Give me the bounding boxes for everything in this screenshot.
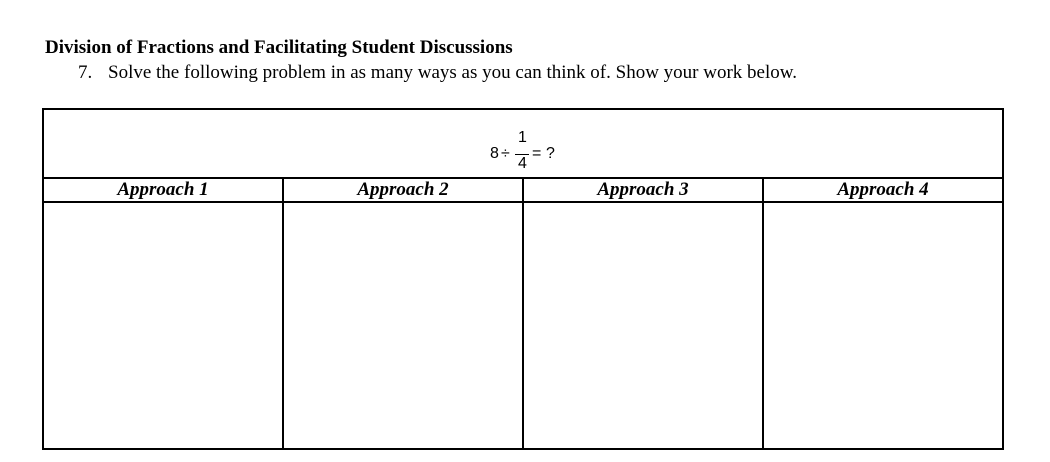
division-equation bbox=[490, 129, 580, 177]
approach-1-work-area[interactable] bbox=[44, 203, 282, 448]
fraction-denominator: 4 bbox=[518, 155, 527, 172]
approach-4-work-area[interactable] bbox=[762, 203, 1002, 448]
dividend: 8 bbox=[490, 145, 499, 162]
approach-2-header: Approach 2 bbox=[282, 179, 522, 201]
work-table bbox=[42, 108, 1004, 450]
approach-3-header: Approach 3 bbox=[522, 179, 762, 201]
question-text: Solve the following problem in as many ways as you can think of. Show your work below. bbox=[108, 62, 798, 83]
fraction-numerator: 1 bbox=[518, 129, 527, 146]
section-heading: Division of Fractions and Facilitating Student Discussions bbox=[45, 37, 513, 58]
approach-1-header: Approach 1 bbox=[117, 179, 209, 200]
approach-header-row bbox=[44, 177, 1002, 203]
question-number: 7. bbox=[78, 62, 93, 83]
division-sign: ÷ bbox=[501, 145, 510, 162]
approach-2-work-area[interactable] bbox=[282, 203, 522, 448]
approach-4-header: Approach 4 bbox=[762, 179, 1002, 201]
problem-row bbox=[44, 110, 1002, 178]
question-7 bbox=[78, 62, 797, 84]
equals-sign: = bbox=[532, 145, 542, 162]
approach-work-row bbox=[44, 203, 1002, 448]
approach-3-work-area[interactable] bbox=[522, 203, 762, 448]
unknown-answer: ? bbox=[546, 145, 555, 162]
